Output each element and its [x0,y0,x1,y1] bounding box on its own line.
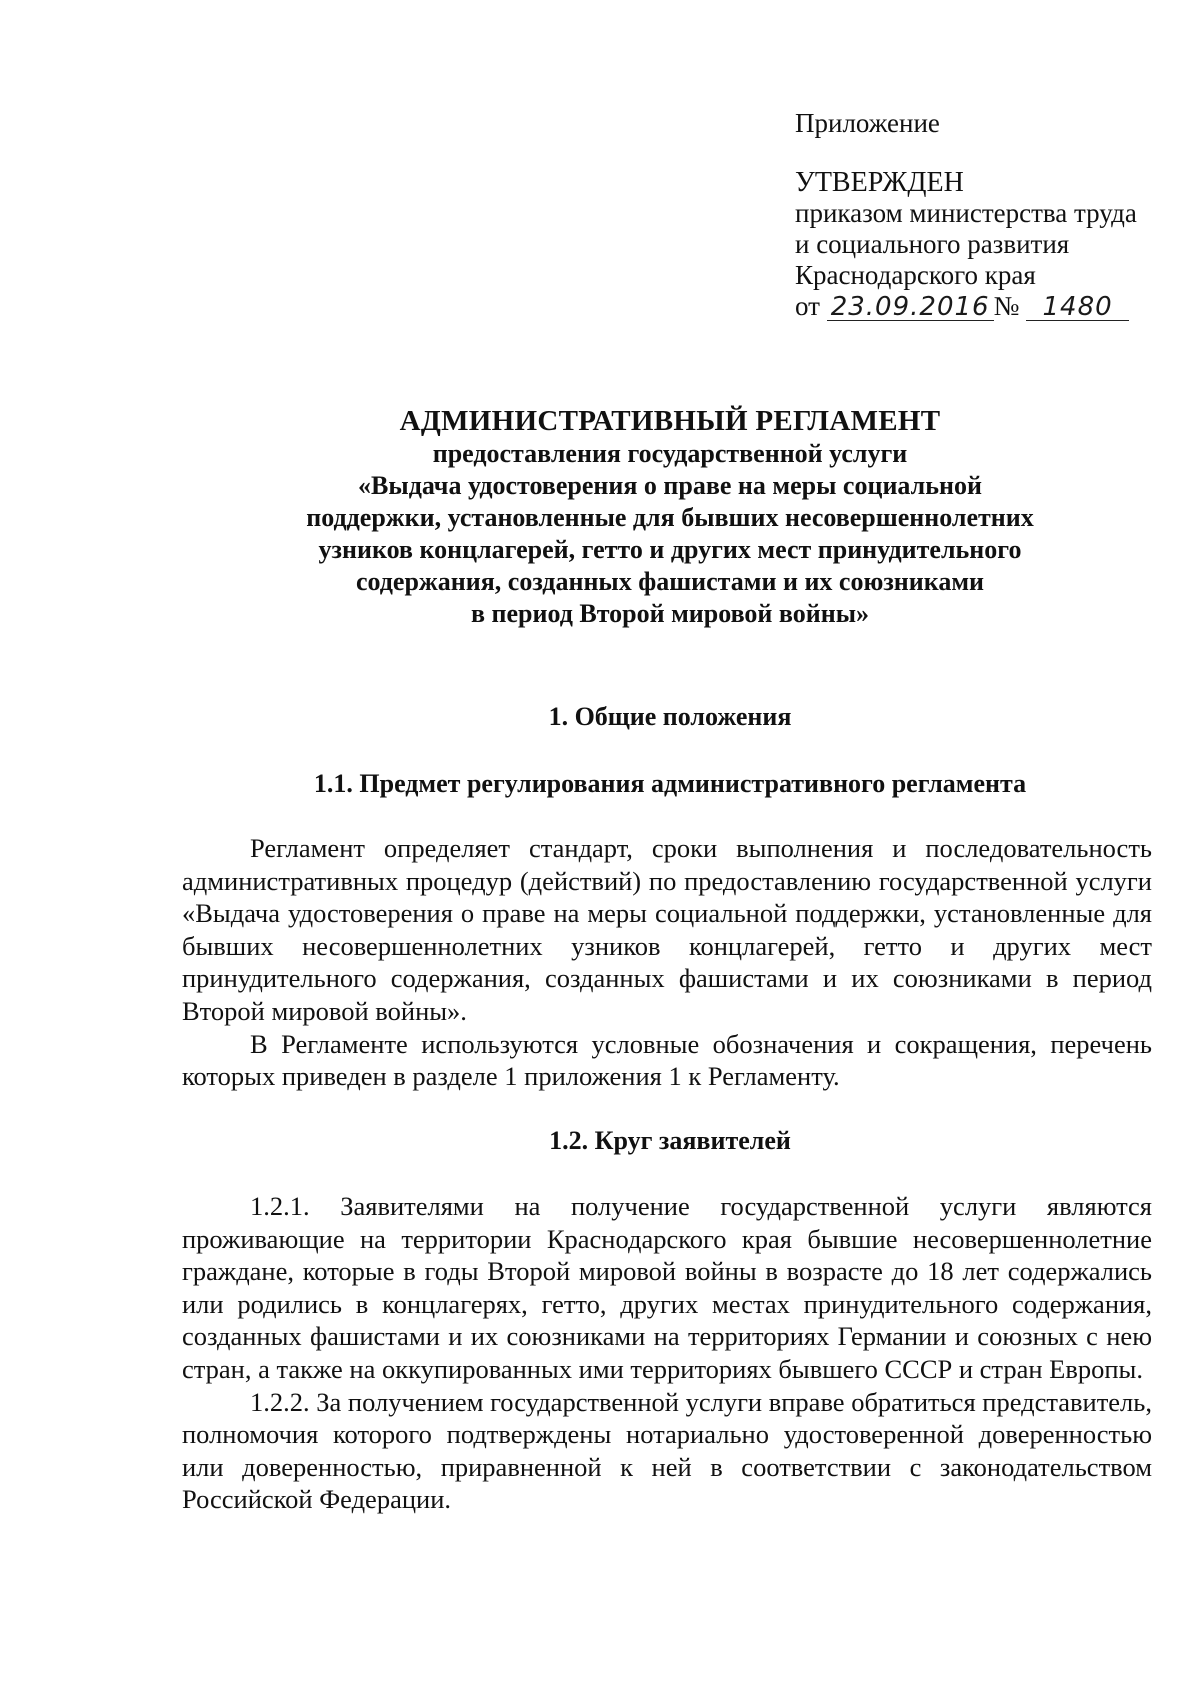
title-line-6: в период Второй мировой войны» [470,599,870,628]
paragraph: Регламент определяет стандарт, сроки выполнения и последовательность административных процедур (действий) по предоставлению государственной услуги «Выдача удостоверения о праве на меры социальной поддержки, установленные для бывших несовершеннолетних узников концлагерей, гетто и других мест принудительного содержания, созданных фашистами и их союзниками в период Второй мировой войны». [182,833,1152,1026]
handwritten-number: 1480 [1026,294,1129,321]
approval-line-1: приказом министерства труда [795,198,1137,228]
section-1-heading: 1. Общие положения [548,702,792,731]
subsection-1-2-heading: 1.2. Круг заявителей [549,1126,791,1155]
paragraph: В Регламенте используются условные обозначения и сокращения, перечень которых приведен в разделе 1 приложения 1 к Регламенту. [182,1028,1152,1092]
approved-label: УТВЕРЖДЕН [795,167,964,198]
document-title: АДМИНИСТРАТИВНЫЙ РЕГЛАМЕНТ [399,405,941,437]
approval-line-2: и социального развития [795,229,1070,259]
title-line-4: узников концлагерей, гетто и других мест принудительного [318,535,1022,564]
number-sign: № [993,291,1020,321]
subsection-1-1-body [182,832,1152,1093]
title-line-2: «Выдача удостоверения о праве на меры социальной [358,471,982,500]
title-line-1: предоставления государственной услуги [432,439,908,468]
subsection-1-1-heading: 1.1. Предмет регулирования административного регламента [313,769,1027,798]
approval-line-3: Краснодарского края [795,260,1036,290]
paragraph: 1.2.1. Заявителями на получение государственной услуги являются проживающие на территории Краснодарского края бывшие несовершеннолетние граждане, которые в годы Второй мировой войны в возрасте до 18 лет содержались или родились в концлагерях, гетто, других местах принудительного содержания, созданных фашистами и их союзниками на территориях Германии и союзных с нею стран, а также на оккупированных ими территориях бывшего СССР и стран Европы. [182,1191,1152,1384]
approval-block [795,108,1175,322]
document-title-block [170,404,1170,630]
paragraph: 1.2.2. За получением государственной услуги вправе обратиться представитель, полномочия которого подтверждены нотариально удостоверенной доверенностью или доверенностью, приравненной к ней в соответствии с законодательством Российской Федерации. [182,1386,1152,1515]
title-line-5: содержания, созданных фашистами и их союзниками [355,567,985,596]
title-line-3: поддержки, установленные для бывших несовершеннолетних [306,503,1034,532]
handwritten-date: 23.09.2016 [827,294,994,321]
subsection-1-2-body [182,1190,1152,1516]
appendix-label: Приложение [795,108,940,138]
approval-date-line [795,291,1175,322]
date-prefix: от [795,291,820,321]
